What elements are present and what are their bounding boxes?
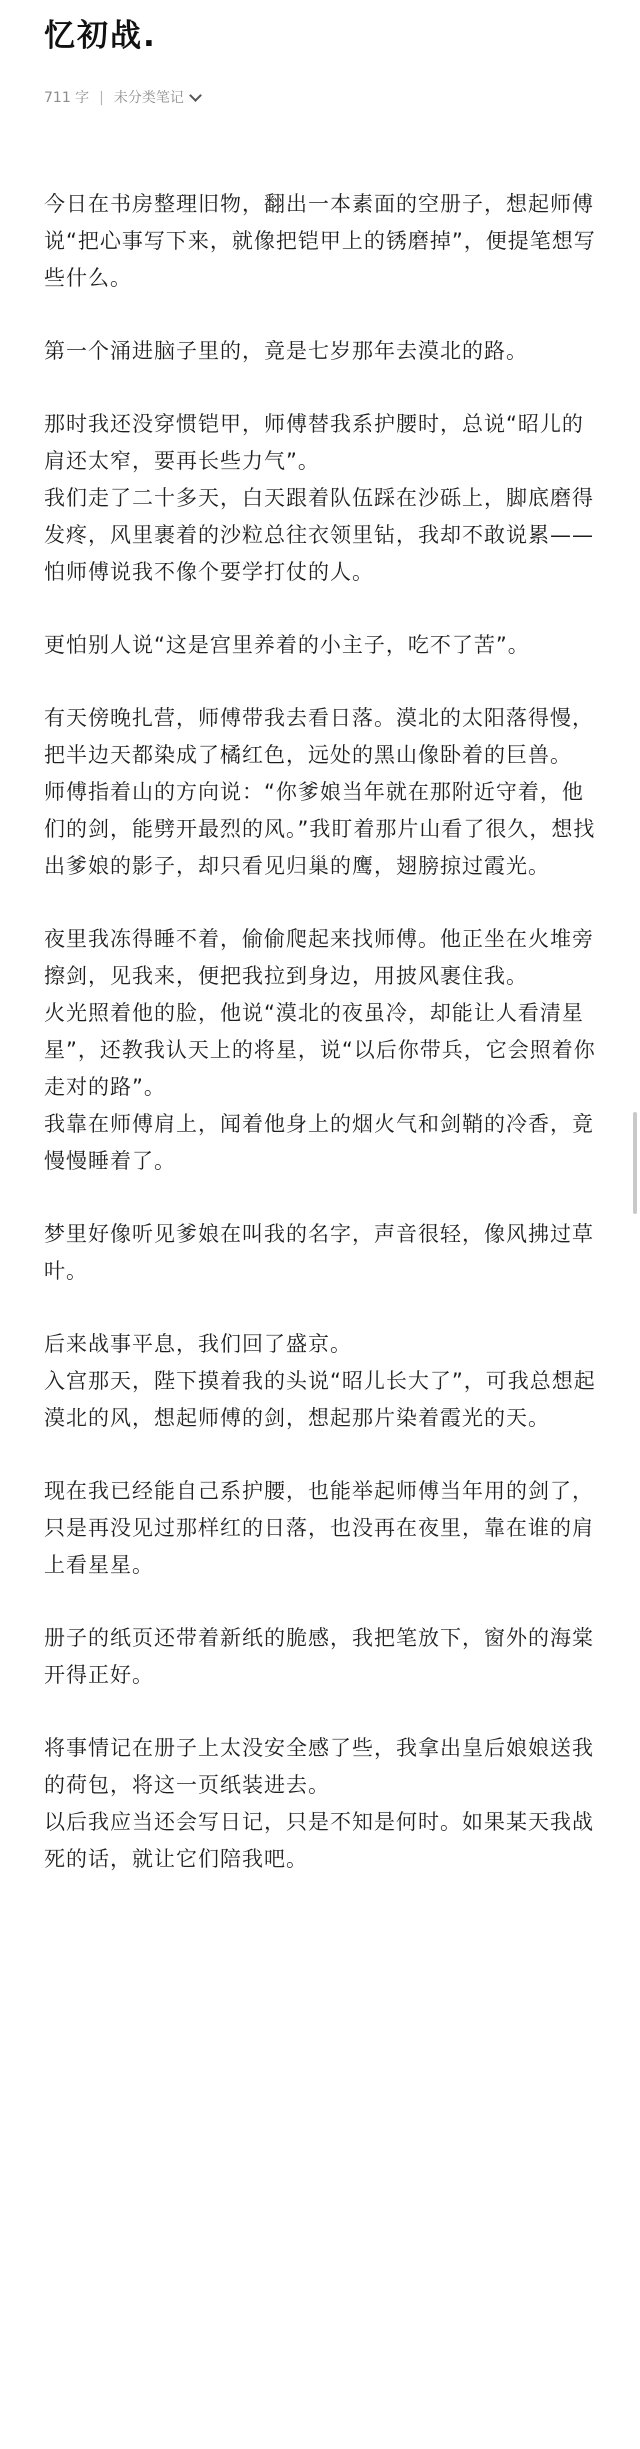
paragraph: 我们走了二十多天，白天跟着队伍踩在沙砾上，脚底磨得发疼，风里裹着的沙粒总往衣领里钻，我却不敢说累——怕师傅说我不像个要学打仗的人。 [44,486,594,584]
vertical-scrollbar[interactable] [633,1112,637,1214]
paragraph: 入宫那天，陛下摸着我的头说“昭儿长大了”，可我总想起漠北的风，想起师傅的剑，想起那片染着霞光的天。 [44,1369,596,1430]
paragraph: 我靠在师傅肩上，闻着他身上的烟火气和剑鞘的冷香，竟慢慢睡着了。 [44,1112,594,1173]
paragraph: 梦里好像听见爹娘在叫我的名字，声音很轻，像风拂过草叶。 [44,1222,594,1283]
note-title[interactable]: 忆初战. [44,18,157,54]
paragraph: 册子的纸页还带着新纸的脆感，我把笔放下，窗外的海棠开得正好。 [44,1626,594,1687]
paragraph: 今日在书房整理旧物，翻出一本素面的空册子，想起师傅说“把心事写下来，就像把铠甲上的锈磨掉”，便提笔想写些什么。 [44,192,596,290]
word-count: 711 字 [44,90,90,106]
paragraph: 更怕别人说“这是宫里养着的小主子，吃不了苦”。 [44,633,530,657]
paragraph: 有天傍晚扎营，师傅带我去看日落。漠北的太阳落得慢，把半边天都染成了橘红色，远处的黑山像卧着的巨兽。 [44,706,594,767]
paragraph: 以后我应当还会写日记，只是不知是何时。如果某天我战死的话，就让它们陪我吧。 [44,1810,594,1871]
paragraph: 将事情记在册子上太没安全感了些，我拿出皇后娘娘送我的荷包，将这一页纸装进去。 [44,1736,594,1797]
meta-separator: | [99,90,104,106]
paragraph: 师傅指着山的方向说：“你爹娘当年就在那附近守着，他们的剑，能劈开最烈的风。”我盯着那片山看了很久，想找出爹娘的影子，却只看见归巢的鹰，翅膀掠过霞光。 [44,780,596,878]
chevron-down-icon[interactable] [189,89,202,102]
paragraph: 第一个涌进脑子里的，竟是七岁那年去漠北的路。 [44,339,528,363]
paragraph: 现在我已经能自己系护腰，也能举起师傅当年用的剑了，只是再没见过那样红的日落，也没再在夜里，靠在谁的肩上看星星。 [44,1479,594,1577]
category-label: 未分类笔记 [113,90,184,106]
paragraph: 后来战事平息，我们回了盛京。 [44,1332,352,1356]
paragraph: 火光照着他的脸，他说“漠北的夜虽冷，却能让人看清星星”，还教我认天上的将星，说“以后你带兵，它会照着你走对的路”。 [44,1001,596,1099]
note-body[interactable] [44,186,600,1878]
category-selector[interactable] [114,88,200,108]
note-header [44,14,604,108]
paragraph: 夜里我冻得睡不着，偷偷爬起来找师傅。他正坐在火堆旁擦剑，见我来，便把我拉到身边，用披风裹住我。 [44,927,594,988]
note-meta [44,88,604,108]
paragraph: 那时我还没穿惯铠甲，师傅替我系护腰时，总说“昭儿的肩还太窄，要再长些力气”。 [44,412,584,473]
